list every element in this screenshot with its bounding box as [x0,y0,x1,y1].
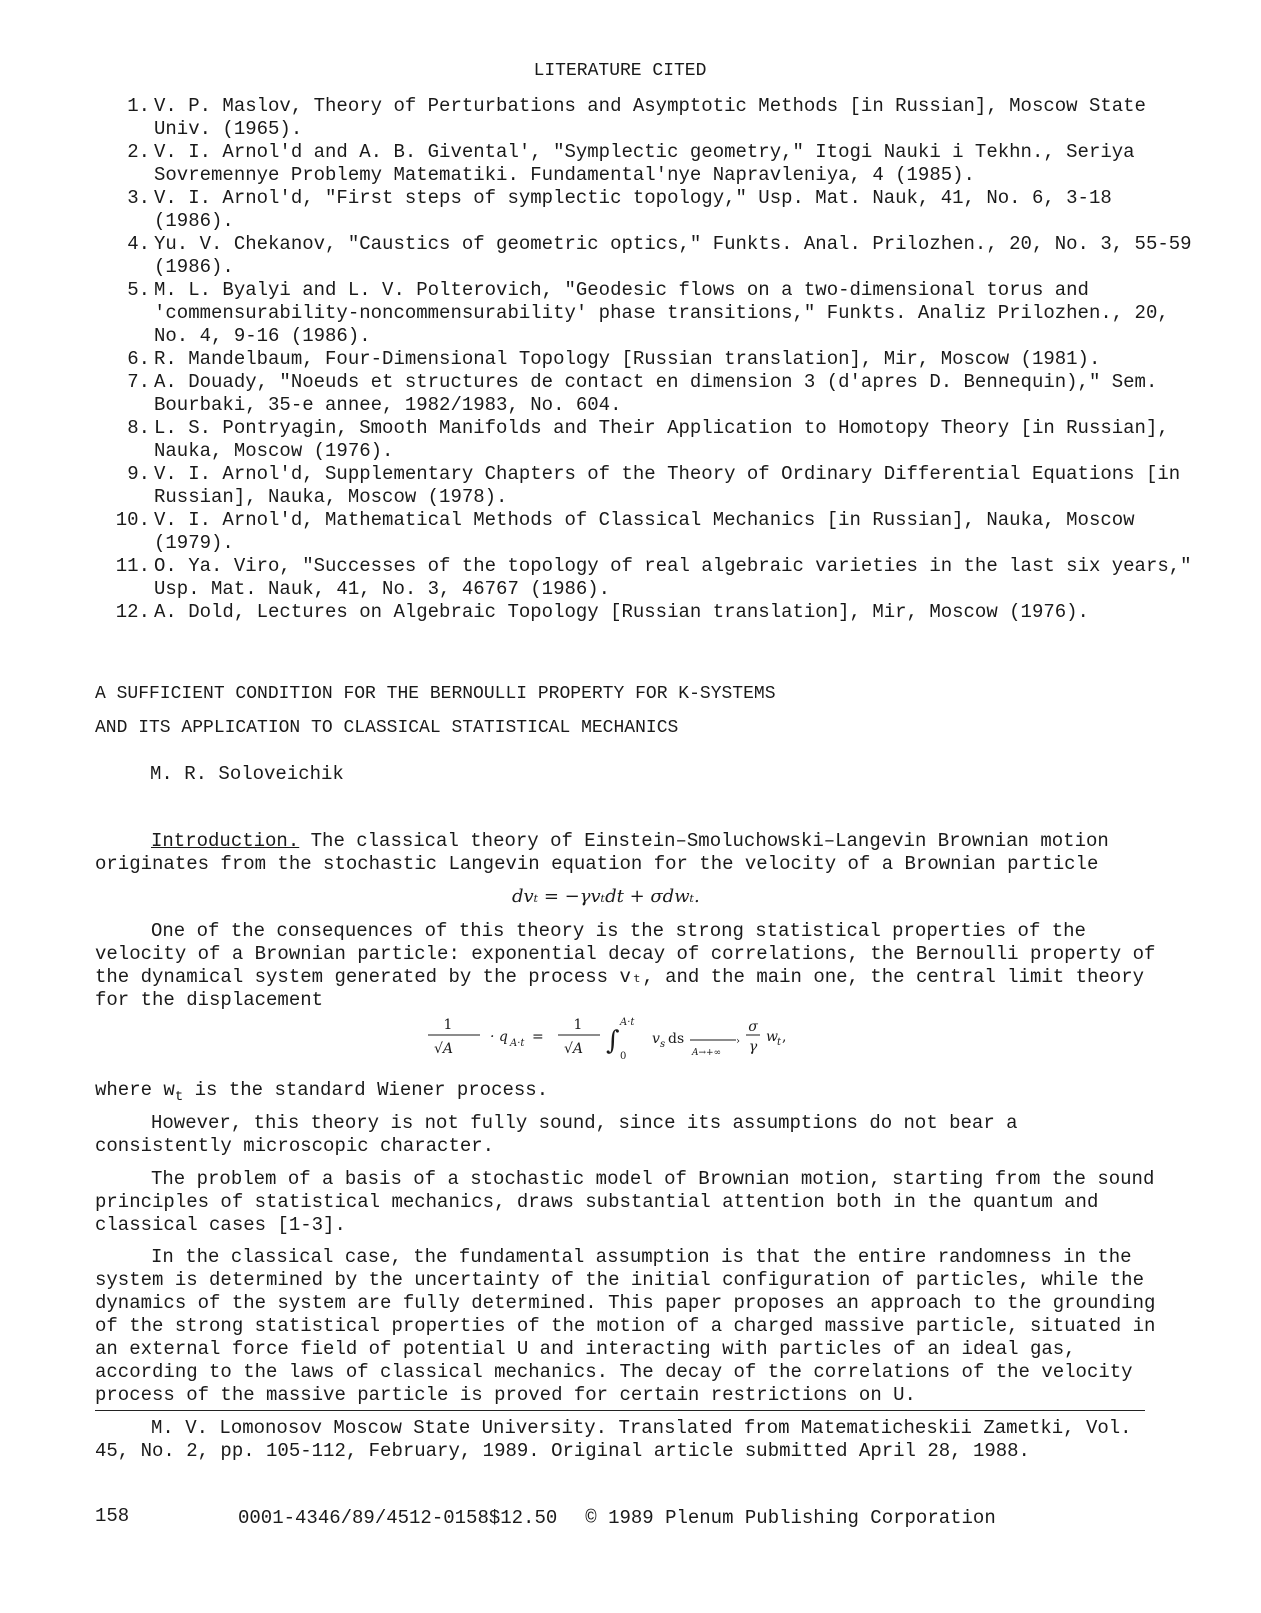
reference-item [98,463,1198,509]
paragraph-classical-case: In the classical case, the fundamental assumption is that the entire randomness in the system is determined by the uncertainty of the initial configuration of particles, while the dynamics of the system are fully determined. This paper proposes an approach to the grounding of the strong statistical properties of the motion of a charged massive particle, situated in an external force field of potential U and interacting with particles of an ideal gas, according to the laws of classical mechanics. The decay of the correlations of the velocity process of the massive particle is proved for certain restrictions on U. [95,1246,1156,1406]
reference-text: V. P. Maslov, Theory of Perturbations and Asymptotic Methods [in Russian], Moscow State Univ. (1965). [154,95,1146,140]
wiener-sentence [95,1079,1160,1109]
reference-item [98,509,1198,555]
reference-item [98,187,1198,233]
svg-text:∫: ∫ [606,1026,620,1056]
svg-text:√A: √A [564,1041,584,1057]
where-subscript: t [174,1089,184,1105]
reference-text: R. Mandelbaum, Four-Dimensional Topology [Russian translation], Mir, Moscow (1981). [154,348,1101,370]
article-code: 0001-4346/89/4512-0158$12.50 [238,1507,558,1529]
svg-text:√A: √A [434,1041,454,1057]
svg-text:s: s [660,1039,666,1050]
reference-number: 1. [127,95,150,117]
svg-text:A·t: A·t [620,1017,635,1028]
langevin-equation: dvₜ = −γvₜdt + σdwₜ. [512,886,700,907]
publication-line [238,1507,996,1530]
svg-text:=: = [532,1029,544,1045]
reference-text: A. Dold, Lectures on Algebraic Topology [Russian translation], Mir, Moscow (1976). [154,601,1089,623]
svg-text:· q: · q [490,1029,508,1045]
svg-text:1: 1 [443,1017,453,1033]
svg-text:A→+∞: A→+∞ [692,1048,722,1058]
intro-text: The classical theory of Einstein–Smoluchowski–Langevin Brownian motion originates from the stochastic Langevin equation for the velocity of a Brownian particle [95,830,1109,875]
reference-list [98,95,1198,624]
reference-item [98,371,1198,417]
paragraph-consequences: One of the consequences of this theory is the strong statistical properties of the velocity of a Brownian particle: exponential decay of correlations, the Bernoulli property of the dynamical system generated by the process vₜ, and the main one, the central limit theory for the displacement [95,920,1156,1011]
reference-item [98,601,1198,624]
svg-text:v: v [652,1031,660,1047]
reference-item [98,348,1198,371]
intro-paragraph [95,830,1160,876]
svg-text:1: 1 [573,1017,583,1033]
reference-item [98,279,1198,348]
reference-item [98,95,1198,141]
reference-number: 7. [127,371,150,393]
reference-number: 3. [127,187,150,209]
intro-label: Introduction. [151,830,300,852]
svg-text:0: 0 [620,1051,627,1062]
svg-text:›: › [736,1036,740,1047]
reference-text: V. I. Arnol'd, Mathematical Methods of Classical Mechanics [in Russian], Nauka, Moscow (1979). [154,509,1135,554]
reference-item [98,417,1198,463]
displacement-equation [420,1015,840,1075]
svg-text:t: t [777,1037,782,1048]
reference-text: O. Ya. Viro, "Successes of the topology of real algebraic varieties in the last six years," Usp. Mat. Nauk, 41, No. 3, 46767 (1986). [154,555,1192,600]
reference-item [98,141,1198,187]
footnote-divider [95,1410,1145,1411]
paragraph-basis-problem: The problem of a basis of a stochastic model of Brownian motion, starting from the sound principles of statistical mechanics, draws substantial attention both in the quantum and classical cases [1-3]. [95,1168,1155,1236]
svg-text:σ: σ [748,1019,758,1035]
reference-number: 11. [115,555,150,577]
reference-text: Yu. V. Chekanov, "Caustics of geometric optics," Funkts. Anal. Prilozhen., 20, No. 3, 55-59 (1986). [154,233,1192,278]
article-title-line1: A SUFFICIENT CONDITION FOR THE BERNOULLI PROPERTY FOR K-SYSTEMS [95,684,776,704]
reference-text: V. I. Arnol'd and A. B. Givental', "Symplectic geometry," Itogi Nauki i Tekhn., Seriya Sovremennye Problemy Matematiki. Fundamental'nye Napravleniya, 4 (1985). [154,141,1135,186]
reference-number: 2. [127,141,150,163]
reference-number: 4. [127,233,150,255]
reference-number: 10. [115,509,150,531]
reference-number: 8. [127,417,150,439]
reference-text: V. I. Arnol'd, Supplementary Chapters of the Theory of Ordinary Differential Equations [in Russian], Nauka, Moscow (1978). [154,463,1181,508]
reference-text: A. Douady, "Noeuds et structures de contact en dimension 3 (d'apres D. Bennequin)," Sem. Bourbaki, 35-e annee, 1982/1983, No. 604. [154,371,1158,416]
svg-text:A·t: A·t [510,1038,525,1049]
reference-number: 6. [127,348,150,370]
reference-text: L. S. Pontryagin, Smooth Manifolds and Their Application to Homotopy Theory [in Russian], Nauka, Moscow (1976). [154,417,1169,462]
where-prefix: where w [95,1079,175,1101]
reference-number: 9. [127,463,150,485]
literature-cited-heading: LITERATURE CITED [533,61,707,81]
reference-text: M. L. Byalyi and L. V. Polterovich, "Geodesic flows on a two-dimensional torus and 'commensurability-noncommensurability' phase transitions," Funkts. Analiz Prilozhen., 20, No. 4, 9-16 (1986). [154,279,1169,347]
copyright-notice: © 1989 Plenum Publishing Corporation [585,1507,996,1529]
footnote: M. V. Lomonosov Moscow State University. Translated from Matematicheskii Zametki, Vol. 45, No. 2, pp. 105-112, February, 1989. Original article submitted April 28, 1988. [95,1417,1132,1462]
svg-text:,: , [782,1029,787,1045]
reference-item [98,555,1198,601]
reference-item [98,233,1198,279]
where-suffix: is the standard Wiener process. [183,1079,549,1101]
paragraph-not-sound: However, this theory is not fully sound, since its assumptions do not bear a consistently microscopic character. [95,1112,1018,1157]
svg-text:ds: ds [668,1031,685,1047]
svg-text:γ: γ [748,1039,758,1055]
article-author: M. R. Soloveichik [150,763,344,785]
reference-number: 5. [127,279,150,301]
reference-text: V. I. Arnol'd, "First steps of symplectic topology," Usp. Mat. Nauk, 41, No. 6, 3-18 (1986). [154,187,1112,232]
svg-text:w: w [766,1029,778,1045]
reference-number: 12. [115,601,150,623]
article-title-line2: AND ITS APPLICATION TO CLASSICAL STATISTICAL MECHANICS [95,718,679,738]
page-number: 158 [95,1505,130,1527]
